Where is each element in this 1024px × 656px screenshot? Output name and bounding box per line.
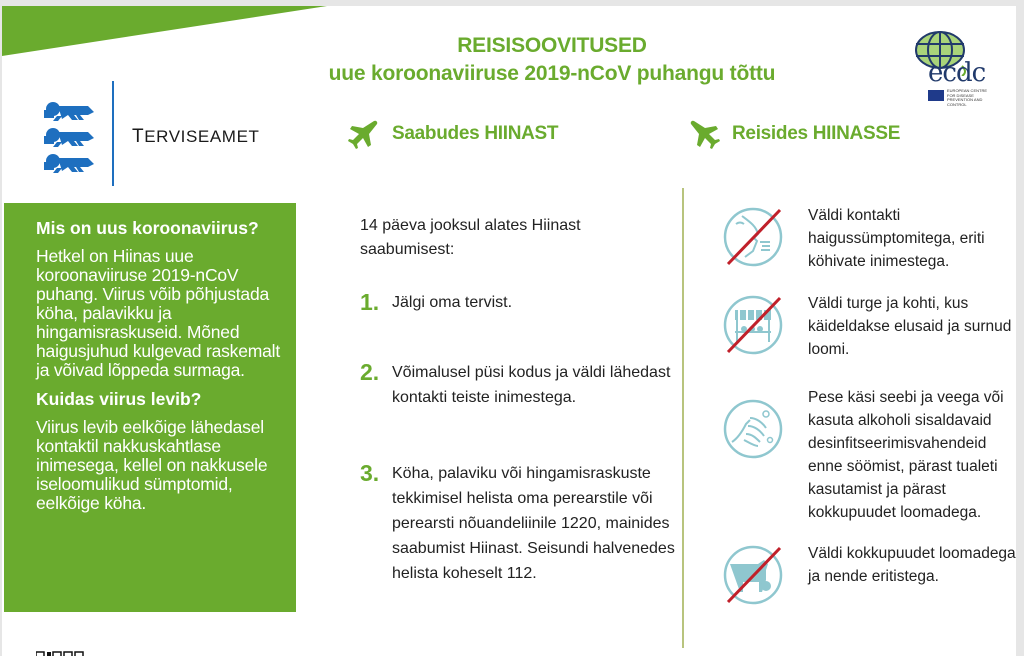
arriving-heading [348,118,558,150]
arriving-step [360,461,677,586]
poster-title [252,32,852,88]
info-box [4,203,296,612]
travelling-heading-label: Reisides HIINASSE [732,123,901,144]
travel-tip [720,542,1016,608]
step-text: Võimalusel püsi kodus ja väldi lähedast kontakti teiste inimestega. [392,364,671,406]
no-coughing-person-icon [720,204,786,270]
ecdc-wordmark: ecdc [928,58,986,88]
step-text: Köha, palaviku või hingamisraskuste tekkimisel helista oma perearstile või perearsti nõuandeliinile 1220, mainides saabumist Hiinast. Seisundi halvenedes helista koheselt 112. [392,465,675,582]
arriving-step [360,290,677,315]
airplane-departing-icon [688,118,720,150]
qr-code-icon [36,651,86,656]
info-heading-what: Mis on uus koroonaviirus? [36,218,259,238]
no-market-icon [720,292,786,358]
arriving-step [360,360,677,410]
eu-flag-icon [928,90,944,101]
travel-tip [720,292,1016,361]
arriving-heading-label: Saabudes HIINAST [392,123,559,144]
airplane-landing-icon [348,118,380,150]
estonian-coat-of-arms-icon [40,98,98,176]
tip-text: Pese käsi seebi ja veega või kasuta alkoholi sisaldavaid desinfitseerimisvahendeid enne söömist, pärast tualeti kasutamist ja pärast kokkupuudet loomadega. [808,389,1004,521]
travel-tip [720,204,1016,273]
column-divider [682,188,684,648]
ecdc-subtitle: EUROPEAN CENTRE FOR DISEASE PREVENTION AND CONTROL [947,88,988,107]
step-text: Jälgi oma tervist. [392,294,513,311]
tip-text: Väldi turge ja kohti, kus käideldakse elusaid ja surnud loomi. [808,295,1012,358]
info-heading-spread: Kuidas viirus levib? [36,389,202,409]
logo-divider [112,81,114,186]
info-text-spread: Viirus levib eelkõige lähedasel kontaktil nakkuskahtlase inimesega, kellel on nakkusele iseloomulikud sümptomid, eelkõige köha. [36,417,268,513]
tip-text: Väldi kokkupuudet loomadega ja nende eritistega. [808,545,1016,585]
title-line-2: uue koroonaviiruse 2019-nCoV puhangu tõttu [328,62,776,85]
tip-text: Väldi kontakti haigussümptomitega, eriti köhivate inimestega. [808,207,985,270]
step-number: 1. [360,289,380,315]
no-animals-icon [720,542,786,608]
arriving-intro: 14 päeva jooksul alates Hiinast saabumisest: [360,217,581,258]
travel-tip [720,386,1016,524]
ecdc-logo [906,28,988,108]
title-line-1: REISISOOVITUSED [457,34,647,57]
travelling-heading [688,118,900,150]
step-number: 3. [360,460,380,486]
info-text-what: Hetkel on Hiinas uue koroonaviiruse 2019-nCoV puhang. Viirus võib põhjustada köha, palavikku ja hingamisraskuseid. Mõned haigusjuhud kulgevad raskemalt ja võivad lõppeda surmaga. [36,246,281,380]
poster-page [2,6,1016,656]
terviseamet-name: TERVISEAMET [132,126,260,147]
step-number: 2. [360,359,380,385]
hand-washing-icon [720,396,786,462]
